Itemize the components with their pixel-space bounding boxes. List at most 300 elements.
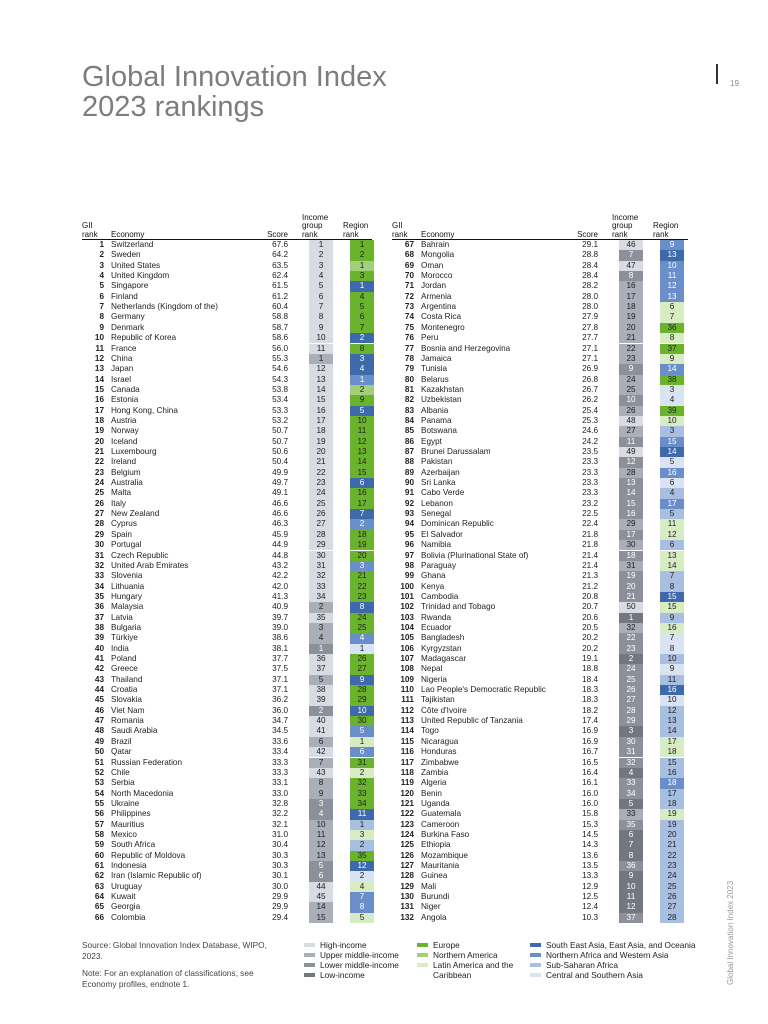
- table-row: [82, 364, 378, 374]
- economy-cell: Kenya: [421, 581, 445, 591]
- region-rank-cell: 2: [350, 871, 374, 881]
- score-cell: 28.0: [582, 291, 598, 301]
- region-rank-cell: 9: [660, 354, 684, 364]
- score-cell: 19.1: [582, 654, 598, 663]
- rank-cell: 61: [94, 861, 104, 870]
- table-row: [392, 395, 688, 405]
- rank-cell: 127: [400, 861, 414, 870]
- rank-cell: 80: [404, 374, 414, 384]
- income-rank-cell: 18: [619, 302, 643, 312]
- region-rank-cell: 36: [660, 323, 684, 333]
- rank-cell: 56: [94, 809, 104, 819]
- region-rank-cell: 19: [660, 820, 684, 830]
- legend-swatch: [530, 973, 541, 977]
- score-cell: 28.4: [582, 260, 598, 270]
- table-row: [82, 426, 378, 436]
- region-rank-cell: 25: [350, 623, 374, 633]
- economy-cell: Morocco: [421, 271, 453, 281]
- score-cell: 20.2: [582, 633, 598, 643]
- table-row: [392, 778, 688, 788]
- table-row: [82, 281, 378, 291]
- economy-cell: Mauritania: [421, 861, 460, 870]
- income-rank-cell: 30: [619, 737, 643, 747]
- income-rank-cell: 9: [309, 789, 333, 799]
- table-row: [392, 851, 688, 861]
- rank-cell: 97: [404, 550, 414, 560]
- rank-cell: 55: [94, 798, 104, 808]
- economy-cell: Cambodia: [421, 591, 459, 601]
- table-row: [392, 344, 688, 354]
- economy-cell: Uzbekistan: [421, 395, 462, 405]
- table-row: [392, 261, 688, 271]
- table-row: [392, 861, 688, 871]
- region-rank-cell: 1: [350, 375, 374, 385]
- region-rank-cell: 18: [660, 747, 684, 757]
- score-cell: 58.6: [272, 333, 288, 343]
- legend-swatch: [417, 953, 428, 957]
- economy-cell: Senegal: [421, 509, 452, 519]
- table-row: [82, 395, 378, 405]
- rank-cell: 82: [404, 395, 414, 405]
- header-economy: Economy: [421, 229, 455, 239]
- income-rank-cell: 9: [619, 871, 643, 881]
- region-rank-cell: 3: [350, 830, 374, 840]
- rank-cell: 99: [404, 571, 414, 581]
- rank-cell: 54: [94, 788, 104, 798]
- economy-cell: Slovakia: [111, 695, 142, 705]
- economy-cell: Switzerland: [111, 240, 154, 249]
- economy-cell: Algeria: [421, 778, 447, 788]
- income-rank-cell: 35: [619, 820, 643, 830]
- rank-cell: 129: [400, 881, 414, 891]
- legend-swatch: [304, 973, 315, 977]
- income-rank-cell: 20: [619, 582, 643, 592]
- table-row: [82, 375, 378, 385]
- region-rank-cell: 18: [350, 530, 374, 540]
- rank-cell: 79: [404, 364, 414, 374]
- income-rank-cell: 3: [309, 261, 333, 271]
- table-row: [82, 726, 378, 736]
- header-region-rank: Region rank: [343, 221, 369, 239]
- rank-cell: 100: [400, 581, 414, 591]
- score-cell: 63.5: [272, 260, 288, 270]
- income-rank-cell: 6: [309, 292, 333, 302]
- table-row: [392, 644, 688, 654]
- income-rank-cell: 7: [309, 302, 333, 312]
- rank-cell: 117: [400, 757, 414, 767]
- region-rank-cell: 1: [350, 737, 374, 747]
- income-rank-cell: 24: [309, 488, 333, 498]
- table-row: [392, 592, 688, 602]
- rank-cell: 21: [94, 447, 104, 456]
- rank-cell: 104: [400, 622, 414, 632]
- region-rank-cell: 22: [660, 851, 684, 861]
- region-rank-cell: 14: [350, 457, 374, 467]
- score-cell: 49.7: [272, 478, 288, 488]
- table-row: [392, 426, 688, 436]
- page-marker-bar: [716, 64, 718, 84]
- rank-cell: 85: [404, 426, 414, 436]
- table-row: [392, 271, 688, 281]
- table-row: [392, 240, 688, 250]
- table-row: [392, 675, 688, 685]
- rank-cell: 26: [94, 498, 104, 508]
- economy-cell: Peru: [421, 333, 439, 343]
- income-rank-cell: 29: [619, 519, 643, 529]
- score-cell: 33.0: [272, 788, 288, 798]
- rank-cell: 132: [400, 912, 414, 922]
- income-rank-cell: 48: [619, 416, 643, 426]
- rank-cell: 84: [404, 415, 414, 425]
- region-rank-cell: 11: [350, 809, 374, 819]
- region-rank-cell: 12: [660, 281, 684, 291]
- table-row: [82, 706, 378, 716]
- score-cell: 23.3: [582, 478, 598, 488]
- score-cell: 18.8: [582, 664, 598, 674]
- rank-cell: 42: [94, 664, 104, 674]
- score-cell: 64.2: [272, 250, 288, 260]
- region-rank-cell: 4: [350, 882, 374, 892]
- region-rank-cell: 2: [350, 385, 374, 395]
- page-number: 19: [730, 79, 739, 88]
- region-rank-cell: 19: [660, 809, 684, 819]
- income-rank-cell: 36: [309, 654, 333, 664]
- score-cell: 58.8: [272, 312, 288, 322]
- region-rank-cell: 15: [660, 592, 684, 602]
- table-row: [82, 602, 378, 612]
- income-rank-cell: 21: [619, 592, 643, 602]
- income-rank-cell: 33: [619, 778, 643, 788]
- region-rank-cell: 27: [660, 902, 684, 912]
- rank-cell: 7: [99, 302, 104, 312]
- income-rank-cell: 17: [619, 530, 643, 540]
- score-cell: 10.3: [582, 912, 598, 922]
- rank-cell: 48: [94, 726, 104, 736]
- economy-cell: United Kingdom: [111, 271, 170, 281]
- score-cell: 20.5: [582, 622, 598, 632]
- rank-cell: 51: [94, 757, 104, 767]
- table-row: [82, 789, 378, 799]
- region-rank-cell: 39: [660, 406, 684, 416]
- income-rank-cell: 27: [619, 695, 643, 705]
- economy-cell: Nicaragua: [421, 736, 459, 746]
- income-rank-cell: 21: [619, 333, 643, 343]
- region-rank-cell: 16: [350, 488, 374, 498]
- economy-cell: Zambia: [421, 767, 449, 777]
- table-row: [392, 385, 688, 395]
- score-cell: 21.4: [582, 550, 598, 560]
- rank-cell: 71: [404, 281, 414, 291]
- economy-cell: Belarus: [421, 374, 449, 384]
- table-row: [392, 789, 688, 799]
- economy-cell: Iran (Islamic Republic of): [111, 871, 202, 881]
- score-cell: 29.9: [272, 892, 288, 902]
- region-rank-cell: 20: [350, 551, 374, 561]
- score-cell: 24.6: [582, 426, 598, 436]
- score-cell: 28.8: [582, 250, 598, 260]
- economy-cell: Kazakhstan: [421, 384, 464, 394]
- header-score: Score: [577, 229, 598, 239]
- economy-cell: Bahrain: [421, 240, 450, 249]
- region-rank-cell: 38: [660, 375, 684, 385]
- economy-cell: Guatemala: [421, 809, 462, 819]
- economy-cell: Madagascar: [421, 654, 467, 663]
- header-region-rank: Region rank: [653, 221, 679, 239]
- score-cell: 16.0: [582, 788, 598, 798]
- rank-cell: 113: [400, 716, 414, 726]
- region-rank-cell: 22: [350, 582, 374, 592]
- region-rank-cell: 26: [350, 654, 374, 664]
- region-rank-cell: 7: [660, 633, 684, 643]
- rank-cell: 40: [94, 643, 104, 653]
- income-rank-cell: 29: [309, 540, 333, 550]
- economy-cell: Burundi: [421, 892, 450, 902]
- economy-cell: Mauritius: [111, 819, 145, 829]
- region-rank-cell: 24: [660, 871, 684, 881]
- score-cell: 21.2: [582, 581, 598, 591]
- score-cell: 16.9: [582, 736, 598, 746]
- rank-cell: 19: [94, 426, 104, 436]
- header-income-rank: Income group rank: [612, 212, 639, 239]
- legend-item-sub-saharan: Sub-Saharan Africa: [530, 960, 695, 970]
- score-cell: 28.2: [582, 281, 598, 291]
- rank-cell: 124: [400, 829, 414, 839]
- rank-cell: 34: [94, 581, 104, 591]
- economy-cell: Thailand: [111, 674, 143, 684]
- table-row: [392, 364, 688, 374]
- score-cell: 18.3: [582, 685, 598, 695]
- region-rank-cell: 11: [660, 271, 684, 281]
- income-rank-cell: 8: [619, 851, 643, 861]
- table-row: [392, 509, 688, 519]
- region-rank-cell: 13: [660, 250, 684, 260]
- side-running-title: Global Innovation Index 2023: [726, 880, 735, 985]
- score-cell: 50.4: [272, 457, 288, 467]
- region-rank-cell: 5: [350, 726, 374, 736]
- region-rank-cell: 6: [660, 540, 684, 550]
- rank-cell: 74: [404, 312, 414, 322]
- rank-cell: 31: [94, 550, 104, 560]
- table-row: [82, 468, 378, 478]
- economy-cell: Burkina Faso: [421, 829, 470, 839]
- income-rank-cell: 28: [619, 706, 643, 716]
- economy-cell: Montenegro: [421, 322, 465, 332]
- income-rank-cell: 43: [309, 768, 333, 778]
- economy-cell: El Salvador: [421, 529, 463, 539]
- score-cell: 24.2: [582, 436, 598, 446]
- region-rank-cell: 6: [660, 302, 684, 312]
- score-cell: 38.6: [272, 633, 288, 643]
- rank-cell: 45: [94, 695, 104, 705]
- table-row: [82, 292, 378, 302]
- table-row: [392, 281, 688, 291]
- table-row: [392, 323, 688, 333]
- region-rank-cell: 2: [350, 519, 374, 529]
- rank-cell: 36: [94, 602, 104, 612]
- region-rank-cell: 5: [350, 302, 374, 312]
- region-rank-cell: 9: [350, 395, 374, 405]
- score-cell: 56.0: [272, 343, 288, 353]
- income-rank-cell: 39: [309, 695, 333, 705]
- rank-cell: 32: [94, 560, 104, 570]
- source-text: Source: Global Innovation Index Database, WIPO, 2023.: [82, 940, 267, 961]
- region-rank-cell: 2: [350, 840, 374, 850]
- region-rank-cell: 12: [660, 530, 684, 540]
- score-cell: 14.5: [582, 829, 598, 839]
- score-cell: 28.0: [582, 302, 598, 312]
- rank-cell: 63: [94, 881, 104, 891]
- rank-cell: 78: [404, 353, 414, 363]
- score-cell: 16.0: [582, 798, 598, 808]
- economy-cell: Finland: [111, 291, 138, 301]
- score-cell: 45.9: [272, 529, 288, 539]
- economy-cell: Portugal: [111, 540, 142, 550]
- score-cell: 33.1: [272, 778, 288, 788]
- region-rank-cell: 4: [350, 364, 374, 374]
- economy-cell: Brazil: [111, 736, 132, 746]
- score-cell: 30.3: [272, 850, 288, 860]
- region-rank-cell: 21: [350, 571, 374, 581]
- region-rank-cell: 6: [660, 478, 684, 488]
- economy-cell: Ireland: [111, 457, 137, 467]
- economy-cell: Sweden: [111, 250, 141, 260]
- economy-cell: Poland: [111, 654, 137, 663]
- rank-cell: 125: [400, 840, 414, 850]
- rank-cell: 27: [94, 509, 104, 519]
- rank-cell: 76: [404, 333, 414, 343]
- table-row: [82, 820, 378, 830]
- economy-cell: Spain: [111, 529, 132, 539]
- region-rank-cell: 23: [660, 861, 684, 871]
- income-rank-cell: 32: [309, 571, 333, 581]
- region-rank-cell: 19: [350, 540, 374, 550]
- table-row: [82, 654, 378, 664]
- table-row: [392, 706, 688, 716]
- income-rank-cell: 46: [619, 240, 643, 250]
- region-rank-cell: 10: [660, 695, 684, 705]
- region-rank-cell: 16: [660, 623, 684, 633]
- rank-cell: 116: [400, 747, 414, 757]
- income-rank-cell: 13: [619, 478, 643, 488]
- rank-cell: 66: [94, 912, 104, 922]
- economy-cell: Tunisia: [421, 364, 448, 374]
- table-row: [82, 644, 378, 654]
- rank-cell: 41: [94, 654, 104, 663]
- header-gii-rank: GII rank: [392, 221, 408, 239]
- income-rank-cell: 13: [309, 851, 333, 861]
- rank-cell: 87: [404, 447, 414, 456]
- region-rank-cell: 3: [660, 426, 684, 436]
- table-row: [82, 758, 378, 768]
- rank-cell: 68: [404, 250, 414, 260]
- score-cell: 37.1: [272, 674, 288, 684]
- score-cell: 34.7: [272, 716, 288, 726]
- economy-cell: Panama: [421, 415, 452, 425]
- score-cell: 23.3: [582, 457, 598, 467]
- region-rank-cell: 14: [660, 364, 684, 374]
- income-rank-cell: 41: [309, 726, 333, 736]
- region-rank-cell: 9: [660, 613, 684, 623]
- table-row: [392, 892, 688, 902]
- score-cell: 18.3: [582, 695, 598, 705]
- income-rank-cell: 23: [309, 478, 333, 488]
- table-row: [82, 778, 378, 788]
- score-cell: 54.6: [272, 364, 288, 374]
- rank-cell: 123: [400, 819, 414, 829]
- rank-cell: 115: [400, 736, 414, 746]
- score-cell: 16.9: [582, 726, 598, 736]
- table-row: [82, 437, 378, 447]
- score-cell: 22.4: [582, 519, 598, 529]
- rank-cell: 16: [94, 395, 104, 405]
- income-rank-cell: 31: [309, 561, 333, 571]
- economy-cell: Netherlands (Kingdom of the): [111, 302, 218, 312]
- table-row: [392, 871, 688, 881]
- table-row: [82, 913, 378, 923]
- rank-cell: 23: [94, 467, 104, 477]
- table-row: [392, 602, 688, 612]
- score-cell: 28.4: [582, 271, 598, 281]
- economy-cell: Lao People's Democratic Republic: [421, 685, 546, 695]
- region-rank-cell: 10: [660, 261, 684, 271]
- score-cell: 30.0: [272, 881, 288, 891]
- economy-cell: Israel: [111, 374, 132, 384]
- score-cell: 23.3: [582, 488, 598, 498]
- table-row: [392, 623, 688, 633]
- rank-cell: 102: [400, 602, 414, 612]
- economy-cell: Guinea: [421, 871, 448, 881]
- region-rank-cell: 25: [660, 882, 684, 892]
- score-cell: 33.3: [272, 757, 288, 767]
- score-cell: 27.8: [582, 322, 598, 332]
- region-rank-cell: 17: [660, 789, 684, 799]
- region-rank-cell: 15: [660, 437, 684, 447]
- region-rank-cell: 8: [660, 644, 684, 654]
- income-rank-cell: 17: [309, 416, 333, 426]
- region-rank-cell: 7: [660, 312, 684, 322]
- rank-cell: 98: [404, 560, 414, 570]
- region-rank-cell: 13: [660, 292, 684, 302]
- income-rank-cell: 28: [619, 468, 643, 478]
- region-rank-cell: 10: [350, 706, 374, 716]
- rank-cell: 12: [94, 353, 104, 363]
- income-rank-cell: 10: [619, 882, 643, 892]
- income-rank-cell: 2: [309, 250, 333, 260]
- income-rank-cell: 8: [619, 271, 643, 281]
- region-rank-cell: 8: [350, 902, 374, 912]
- income-rank-cell: 22: [619, 633, 643, 643]
- score-cell: 54.3: [272, 374, 288, 384]
- table-row: [82, 861, 378, 871]
- table-row: [392, 561, 688, 571]
- header-score: Score: [267, 229, 288, 239]
- region-rank-cell: 5: [660, 457, 684, 467]
- income-rank-cell: 5: [619, 799, 643, 809]
- income-rank-cell: 7: [619, 840, 643, 850]
- score-cell: 61.2: [272, 291, 288, 301]
- economy-cell: Mongolia: [421, 250, 455, 260]
- region-rank-cell: 1: [350, 644, 374, 654]
- score-cell: 46.6: [272, 509, 288, 519]
- economy-cell: Costa Rica: [421, 312, 462, 322]
- rank-cell: 57: [94, 819, 104, 829]
- table-row: [392, 447, 688, 457]
- legend-item-se-asia: South East Asia, East Asia, and Oceania: [530, 940, 695, 950]
- income-rank-cell: 27: [309, 519, 333, 529]
- table-row: [82, 344, 378, 354]
- income-rank-cell: 32: [619, 758, 643, 768]
- score-cell: 12.9: [582, 881, 598, 891]
